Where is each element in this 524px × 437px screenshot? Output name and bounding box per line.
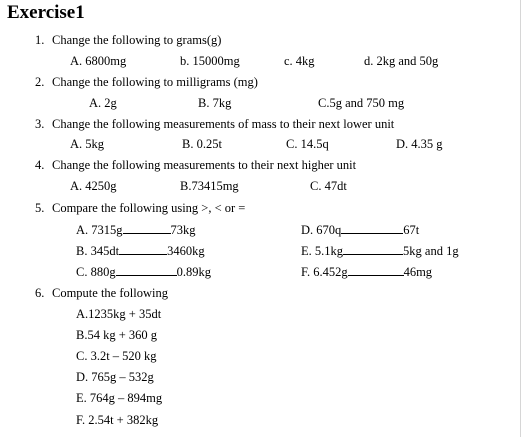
q1-text: Change the following to grams(g) (52, 33, 222, 47)
q3-option-c: C. 14.5q (286, 137, 329, 151)
q5-compare-a: A. 7315g 73kg (76, 223, 196, 237)
q3-text: Change the following measurements of mass to their next lower unit (52, 117, 395, 131)
q2-option-c: C.5g and 750 mg (318, 96, 405, 110)
q6-item-e: E. 764g – 894mg (76, 391, 163, 405)
q2-option-a: A. 2g (89, 96, 117, 110)
q1-option-d: d. 2kg and 50g (364, 54, 439, 68)
q3-option-a: A. 5kg (70, 137, 105, 151)
q6-item-a: A.1235kg + 35dt (76, 307, 162, 321)
q1-number: 1. (35, 33, 45, 47)
q2-text: Change the following to milligrams (mg) (52, 75, 258, 89)
q1-option-c: c. 4kg (284, 54, 315, 68)
q5-text: Compare the following using >, < or = (52, 201, 246, 215)
q6-number: 6. (35, 286, 45, 300)
q2-option-b: B. 7kg (198, 96, 232, 110)
q3-option-b: B. 0.25t (182, 137, 222, 151)
exercise-title: Exercise1 (7, 2, 85, 23)
q6-item-b: B.54 kg + 360 g (76, 328, 158, 342)
q5-compare-e: E. 5.1kg 5kg and 1g (301, 244, 459, 258)
q4-option-c: C. 47dt (310, 179, 347, 193)
q4-number: 4. (35, 158, 45, 172)
q4-text: Change the following measurements to their next higher unit (52, 158, 357, 172)
q1-option-b: b. 15000mg (180, 54, 240, 68)
q6-item-c: C. 3.2t – 520 kg (76, 349, 157, 363)
q3-number: 3. (35, 117, 45, 131)
q5-compare-b: B. 345dt 3460kg (76, 244, 205, 258)
q6-item-d: D. 765g – 532g (76, 370, 154, 384)
q4-option-a: A. 4250g (70, 179, 117, 193)
q5-number: 5. (35, 201, 45, 215)
q5-compare-d: D. 670q 67t (301, 223, 420, 237)
q3-option-d: D. 4.35 g (396, 137, 443, 151)
q2-number: 2. (35, 75, 45, 89)
q1-option-a: A. 6800mg (70, 54, 127, 68)
q5-compare-f: F. 6.452g 46mg (301, 265, 433, 279)
q5-compare-c: C. 880g 0.89kg (76, 265, 211, 279)
q6-item-f: F. 2.54t + 382kg (76, 413, 159, 427)
q4-option-b: B.73415mg (180, 179, 239, 193)
q6-text: Compute the following (52, 286, 168, 300)
